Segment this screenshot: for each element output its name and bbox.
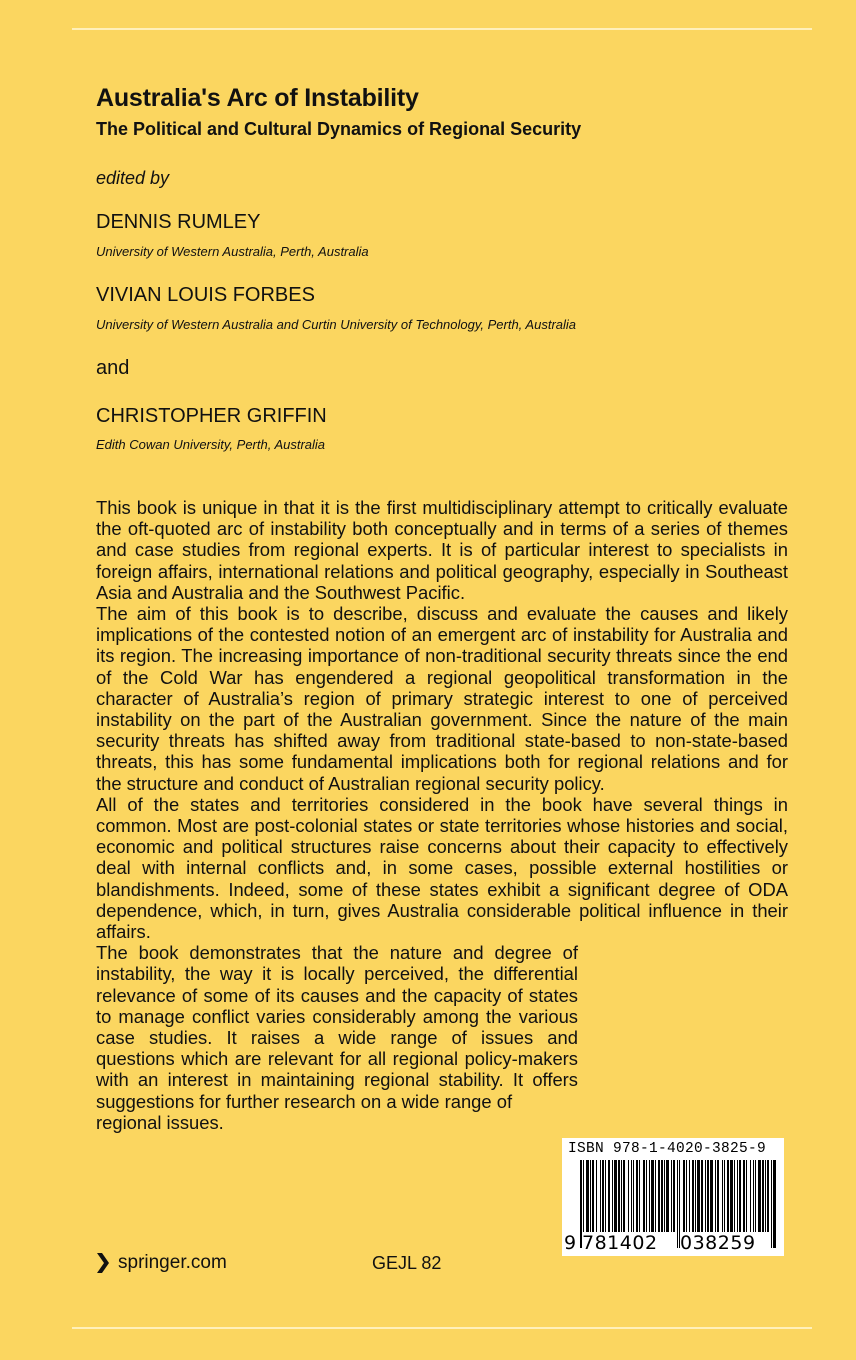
barcode-bar	[707, 1160, 709, 1232]
barcode-bar	[671, 1160, 672, 1232]
barcode-bar	[739, 1160, 741, 1232]
barcode-bar	[661, 1160, 663, 1232]
bottom-rule	[72, 1327, 812, 1329]
barcode-bar	[753, 1160, 754, 1232]
book-subtitle: The Political and Cultural Dynamics of Regional Security	[96, 119, 582, 139]
barcode-bar	[765, 1160, 766, 1232]
barcode-bar	[592, 1160, 594, 1232]
barcode-bar	[727, 1160, 729, 1232]
barcode-bar	[614, 1160, 617, 1232]
barcode-bar	[758, 1160, 761, 1232]
book-title: Australia's Arc of Instability	[96, 84, 419, 112]
description-paragraph: All of the states and territories considered in the book have several things in common. Most are post-colonial states or state territories whose histories and social, economic and political structures raise concerns about their capacity to effectively deal with internal conflicts and, in some cases, possible external hostilities or blandishments. Indeed, some of these states exhibit a significant degree of ODA dependence, which, in turn, gives Australia considerable political influence in their affairs.	[96, 793, 788, 943]
barcode-bar	[755, 1160, 756, 1232]
isbn-label: ISBN 978-1-4020-3825-9	[568, 1141, 767, 1157]
editor-name: DENNIS RUMLEY	[96, 211, 261, 233]
barcode-bar	[724, 1160, 725, 1232]
barcode-bar	[710, 1160, 713, 1232]
barcode-bar	[636, 1160, 638, 1232]
barcode-bar	[612, 1160, 613, 1232]
description-paragraph: The book demonstrates that the nature and degree of instability, the way it is locally perceived, the differential relevance of some of its causes and the capacity of states to manage conflict varies considerably among the various case studies. It raises a wide range of issues and questions which are relevant for all regional policy-makers with an interest in maintaining regional stability. It offers suggestions for further research on a wide range of	[96, 942, 578, 1112]
barcode-bar	[767, 1160, 769, 1232]
barcode-bar	[692, 1160, 694, 1232]
catalog-code: GEJL 82	[372, 1253, 442, 1273]
barcode-bar	[602, 1160, 604, 1232]
barcode-bar	[623, 1160, 625, 1232]
description-paragraph: The aim of this book is to describe, discuss and evaluate the causes and likely implications of the contested notion of an emergent arc of instability for Australia and its region. The increasing importance of non-traditional security threats since the end of the Cold War has engendered a regional geopolitical transformation in the character of Australia’s region of primary strategic interest to one of perceived instability on the part of the Australian government. Since the nature of the main security threats has shifted away from traditional state-based to non-state-based threats, this has some fundamental implications both for regional relations and for the structure and conduct of Australian regional security policy.	[96, 603, 788, 794]
and-label: and	[96, 357, 130, 379]
barcode-bar	[683, 1160, 685, 1232]
top-rule	[72, 28, 812, 30]
barcode-bar	[639, 1160, 640, 1232]
barcode-bar	[737, 1160, 738, 1232]
barcode-bar	[695, 1160, 696, 1232]
barcode-bar	[658, 1160, 660, 1232]
description-paragraph: regional issues.	[96, 1111, 224, 1133]
book-description	[96, 497, 788, 1133]
barcode-bar	[628, 1160, 629, 1232]
barcode-bar	[673, 1160, 675, 1232]
editor-name: VIVIAN LOUIS FORBES	[96, 284, 315, 306]
springer-link[interactable]	[96, 1252, 227, 1274]
barcode-bar	[631, 1160, 632, 1232]
barcode-bar	[717, 1160, 719, 1232]
barcode-bar	[686, 1160, 687, 1232]
barcode-bar	[697, 1160, 700, 1232]
editor-affiliation: University of Western Australia, Perth, Australia	[96, 244, 369, 259]
barcode-bar	[750, 1160, 751, 1232]
description-paragraph: This book is unique in that it is the first multidisciplinary attempt to critically evaluate the oft-quoted arc of instability both conceptually and in terms of a series of themes and case studies from regional experts. It is of particular interest to specialists in foreign affairs, international relations and political geography, especially in Southeast Asia and Australia and the Southwest Pacific.	[96, 497, 788, 603]
barcode-bar	[651, 1160, 654, 1232]
barcode-bar	[664, 1160, 665, 1232]
barcode-bar	[722, 1160, 723, 1232]
barcode-bar	[643, 1160, 645, 1232]
barcode-bar	[646, 1160, 647, 1232]
barcode-first-digit: 9	[564, 1232, 577, 1254]
barcode-bar	[586, 1160, 589, 1232]
barcode-bar	[649, 1160, 650, 1232]
chevron-right-icon	[96, 1252, 110, 1274]
barcode-bar	[715, 1160, 716, 1232]
barcode-bar	[655, 1160, 656, 1232]
barcode-bar	[666, 1160, 669, 1232]
barcode-bar	[705, 1160, 706, 1232]
barcode-digits-left: 781402	[582, 1232, 658, 1254]
barcode-bar	[773, 1160, 776, 1248]
barcode-digits-right: 038259	[680, 1232, 756, 1254]
barcode-bar	[730, 1160, 733, 1232]
barcode-bar	[689, 1160, 690, 1232]
barcode-bar	[771, 1160, 772, 1248]
barcode-bar	[608, 1160, 610, 1232]
barcode-bar	[762, 1160, 764, 1232]
barcode-bar	[633, 1160, 634, 1232]
barcode-bar	[701, 1160, 703, 1232]
barcode-bar	[596, 1160, 597, 1232]
barcode-bar	[734, 1160, 735, 1232]
barcode-bar	[590, 1160, 591, 1232]
barcode-bar	[621, 1160, 622, 1232]
editor-name: CHRISTOPHER GRIFFIN	[96, 405, 327, 427]
edited-by-label: edited by	[96, 168, 170, 188]
editor-affiliation: Edith Cowan University, Perth, Australia	[96, 437, 326, 452]
springer-website: springer.com	[118, 1252, 227, 1273]
barcode-bar	[677, 1160, 678, 1248]
editor-affiliation: University of Western Australia and Curtin University of Technology, Perth, Australia	[96, 317, 577, 332]
barcode-bar	[743, 1160, 745, 1232]
barcode-bar	[746, 1160, 747, 1232]
barcode-bar	[605, 1160, 606, 1232]
barcode-bar	[600, 1160, 601, 1232]
isbn-barcode	[562, 1138, 784, 1256]
barcode-bar	[618, 1160, 620, 1232]
